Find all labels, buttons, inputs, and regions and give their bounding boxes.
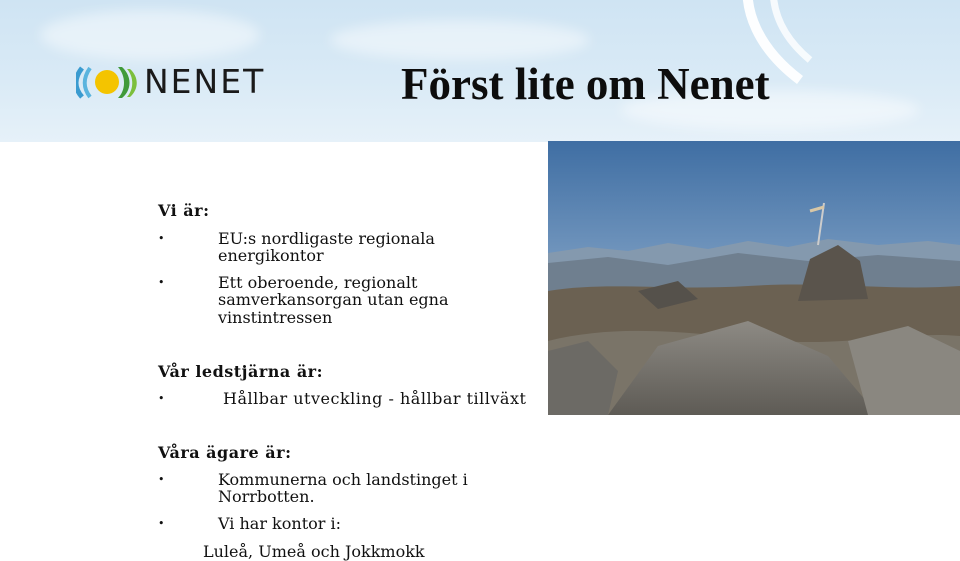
bullet-line: vinstintressen <box>218 308 333 327</box>
section-heading: Vår ledstjärna är: <box>158 362 324 381</box>
header-cloud <box>40 10 260 60</box>
bullet-icon: • <box>158 232 165 245</box>
nenet-logo <box>76 62 265 101</box>
bullet-icon: • <box>158 276 165 289</box>
nenet-sun-logo-icon <box>76 64 138 100</box>
section-heading: Vi är: <box>158 201 210 220</box>
bullet-line: samverkansorgan utan egna <box>218 290 449 309</box>
bullet-line: Hållbar utveckling - hållbar tillväxt <box>223 389 527 408</box>
header-cloud <box>330 20 590 60</box>
bullet-line: energikontor <box>218 246 324 265</box>
bullet-line: Ett oberoende, regionalt <box>218 273 418 292</box>
bullet-line: Norrbotten. <box>218 487 315 506</box>
bullet-icon: • <box>158 517 165 530</box>
bullet-line: Vi har kontor i: <box>218 514 341 533</box>
bullet-line: Kommunerna och landstinget i <box>218 470 468 489</box>
mountain-photo-illustration <box>548 141 960 415</box>
bullet-line: EU:s nordligaste regionala <box>218 229 435 248</box>
section-heading: Våra ägare är: <box>158 443 292 462</box>
office-locations: Luleå, Umeå och Jokkmokk <box>203 542 425 561</box>
slide-title: Först lite om Nenet <box>401 59 770 109</box>
logo-text: NENET <box>144 62 266 101</box>
bullet-icon: • <box>158 392 165 405</box>
mountain-cairn-photo <box>548 141 960 415</box>
bullet-icon: • <box>158 473 165 486</box>
header-band <box>0 0 960 142</box>
